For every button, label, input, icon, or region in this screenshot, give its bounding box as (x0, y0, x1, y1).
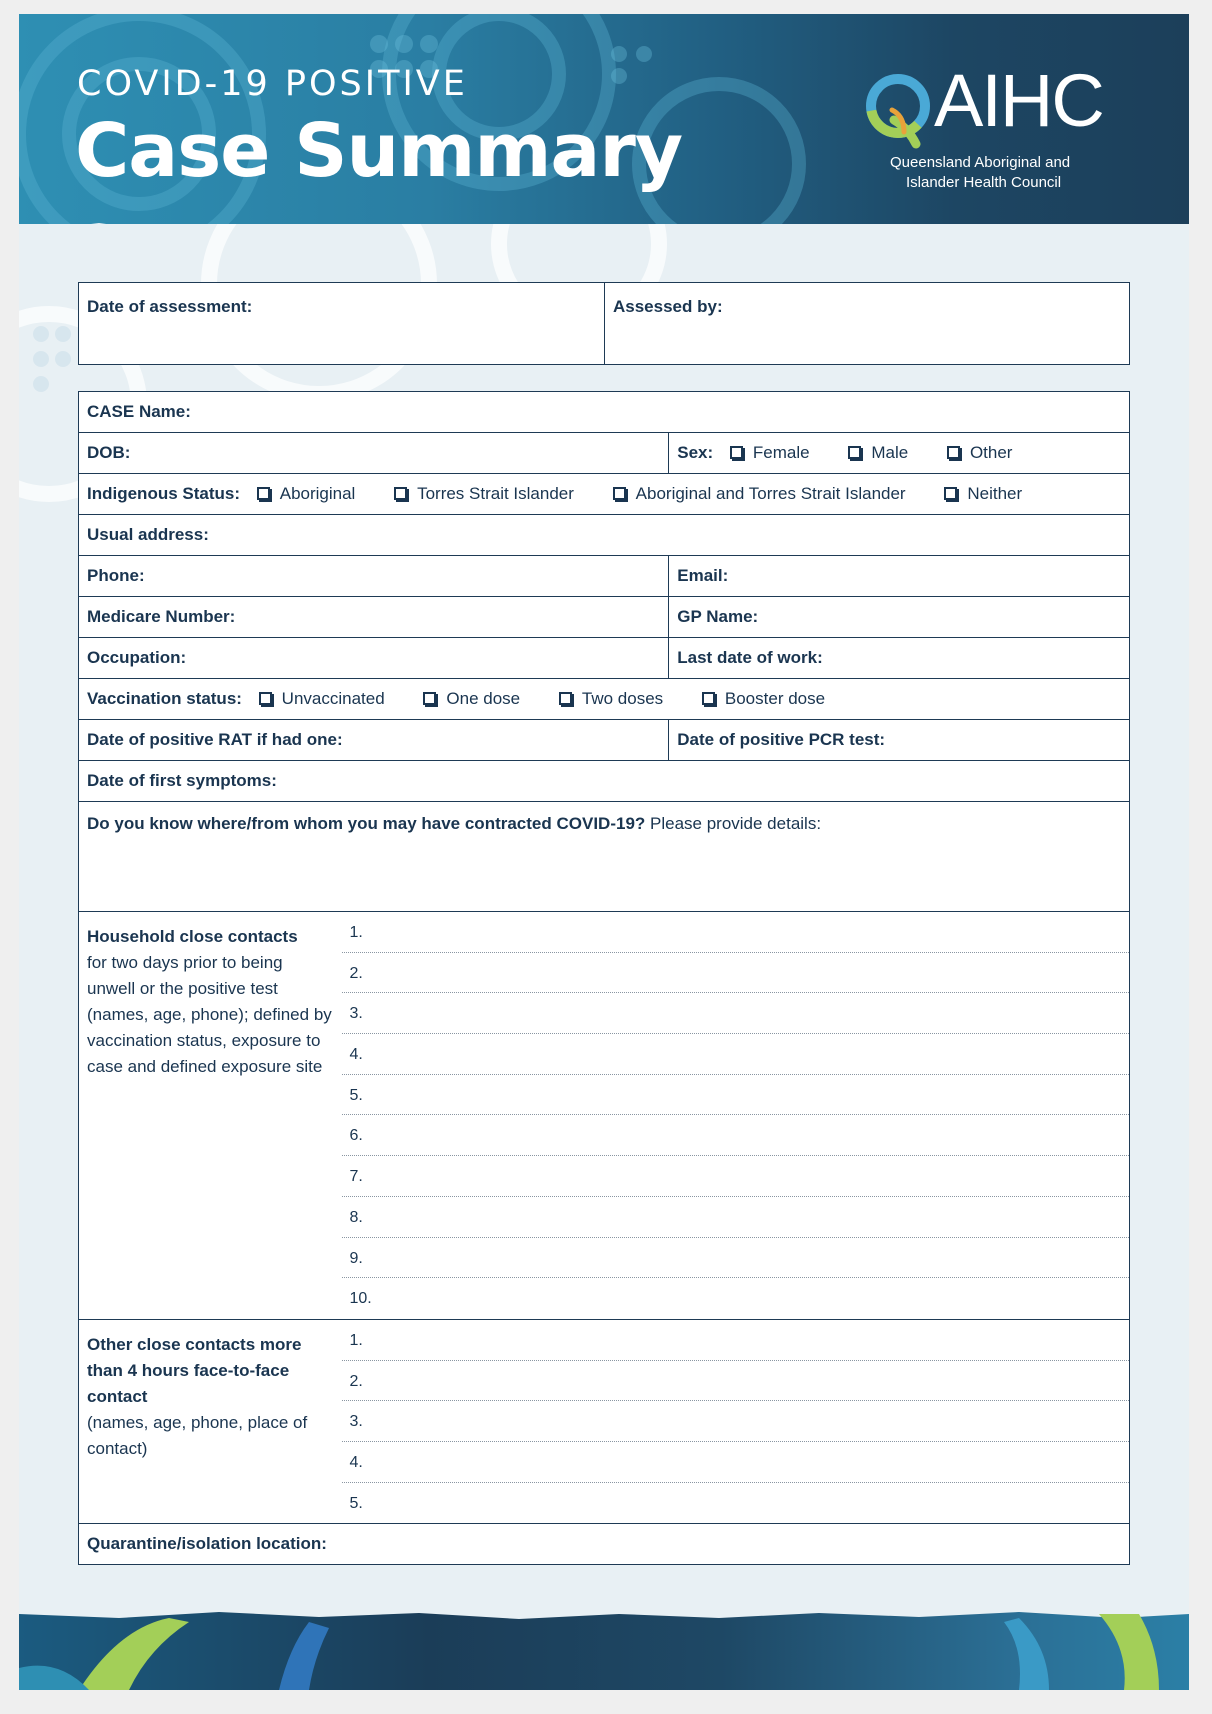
household-contact-line-7[interactable]: 7. (342, 1156, 1130, 1197)
contracted-details-field[interactable] (79, 802, 1130, 912)
checkbox-one-dose[interactable] (423, 692, 436, 705)
household-contacts-title: Household close contacts (87, 927, 298, 946)
sex-field (669, 433, 1130, 474)
option-unvaccinated: Unvaccinated (281, 689, 385, 708)
household-contact-line-2[interactable]: 2. (342, 953, 1130, 994)
checkbox-unvaccinated[interactable] (259, 692, 272, 705)
other-contact-line-3[interactable]: 3. (342, 1401, 1130, 1442)
email-field[interactable]: Email: (669, 556, 1130, 597)
checkbox-aboriginal[interactable] (257, 487, 270, 500)
checkbox-female[interactable] (730, 446, 743, 459)
occupation-field[interactable]: Occupation: (79, 638, 669, 679)
form-page (19, 14, 1189, 1690)
usual-address-field[interactable]: Usual address: (79, 515, 1130, 556)
household-contact-line-9[interactable]: 9. (342, 1238, 1130, 1279)
option-torres-strait-islander: Torres Strait Islander (417, 484, 574, 503)
other-contacts-description: (names, age, phone, place of contact) (87, 1412, 308, 1458)
household-contacts-lines (342, 912, 1130, 1320)
contracted-details-prompt: Please provide details: (645, 814, 822, 833)
household-contact-line-1[interactable]: 1. (342, 912, 1130, 953)
other-contact-line-2[interactable]: 2. (342, 1361, 1130, 1402)
qaihc-logo-emblem-icon (864, 70, 936, 150)
case-name-field[interactable]: CASE Name: (79, 392, 1130, 433)
qaihc-logo (864, 59, 1144, 202)
household-contact-line-5[interactable]: 5. (342, 1075, 1130, 1116)
household-contact-line-8[interactable]: 8. (342, 1197, 1130, 1238)
last-date-of-work-field[interactable]: Last date of work: (669, 638, 1130, 679)
checkbox-torres-strait-islander[interactable] (394, 487, 407, 500)
vaccination-status-field (79, 679, 1130, 720)
option-one-dose: One dose (446, 689, 521, 708)
logo-subtitle-line-2: Islander Health Council (906, 174, 1062, 191)
medicare-number-field[interactable]: Medicare Number: (79, 597, 669, 638)
indigenous-status-field (79, 474, 1130, 515)
case-details-table (78, 391, 1130, 1565)
gp-name-field[interactable]: GP Name: (669, 597, 1130, 638)
contracted-question: Do you know where/from whom you may have contracted COVID-19? (87, 814, 646, 833)
household-contacts-label (79, 912, 342, 1320)
logo-subtitle-line-1: Queensland Aboriginal and (890, 154, 1071, 171)
checkbox-other[interactable] (947, 446, 960, 459)
header-banner (19, 14, 1189, 224)
option-booster-dose: Booster dose (724, 689, 826, 708)
positive-rat-date-field[interactable]: Date of positive RAT if had one: (79, 720, 669, 761)
phone-field[interactable]: Phone: (79, 556, 669, 597)
vaccination-status-label: Vaccination status: (87, 689, 242, 708)
option-other: Other (969, 443, 1013, 462)
header-title: Case Summary (75, 108, 683, 194)
option-aboriginal-and-torres-strait-islander: Aboriginal and Torres Strait Islander (635, 484, 906, 503)
footer-banner (19, 1608, 1189, 1690)
footer-pattern (19, 1608, 1189, 1690)
household-contact-line-4[interactable]: 4. (342, 1034, 1130, 1075)
option-female: Female (752, 443, 810, 462)
first-symptoms-date-field[interactable]: Date of first symptoms: (79, 761, 1130, 802)
other-contacts-lines (342, 1319, 1130, 1523)
indigenous-status-label: Indigenous Status: (87, 484, 240, 503)
other-contacts-label (79, 1319, 342, 1523)
option-aboriginal: Aboriginal (279, 484, 356, 503)
header-subtitle: COVID-19 POSITIVE (77, 64, 468, 104)
assessed-by-field[interactable]: Assessed by: (605, 283, 1130, 365)
household-contact-line-6[interactable]: 6. (342, 1115, 1130, 1156)
other-contact-line-1[interactable]: 1. (342, 1320, 1130, 1361)
checkbox-two-doses[interactable] (559, 692, 572, 705)
household-contacts-description: for two days prior to being unwell or the positive test (names, age, phone); defined by vaccination status, exposure to case and defined exposure site (87, 953, 332, 1076)
date-of-assessment-field[interactable]: Date of assessment: (79, 283, 605, 365)
option-two-doses: Two doses (581, 689, 664, 708)
checkbox-booster-dose[interactable] (702, 692, 715, 705)
option-male: Male (871, 443, 909, 462)
household-contact-line-3[interactable]: 3. (342, 993, 1130, 1034)
assessment-table (78, 282, 1130, 365)
checkbox-male[interactable] (848, 446, 861, 459)
other-contact-line-5[interactable]: 5. (349, 1494, 363, 1512)
checkbox-neither[interactable] (944, 487, 957, 500)
sex-label: Sex: (677, 443, 714, 462)
quarantine-location-field[interactable]: Quarantine/isolation location: (79, 1524, 1130, 1565)
option-neither: Neither (967, 484, 1023, 503)
household-contact-line-10[interactable]: 10. (349, 1290, 372, 1308)
positive-pcr-date-field[interactable]: Date of positive PCR test: (669, 720, 1130, 761)
other-contacts-title: Other close contacts more than 4 hours face-to-face contact (87, 1334, 302, 1406)
dob-field[interactable]: DOB: (79, 433, 669, 474)
logo-text: AIHC (934, 59, 1103, 142)
other-contact-line-4[interactable]: 4. (342, 1442, 1130, 1483)
checkbox-aboriginal-and-torres-strait-islander[interactable] (613, 487, 626, 500)
